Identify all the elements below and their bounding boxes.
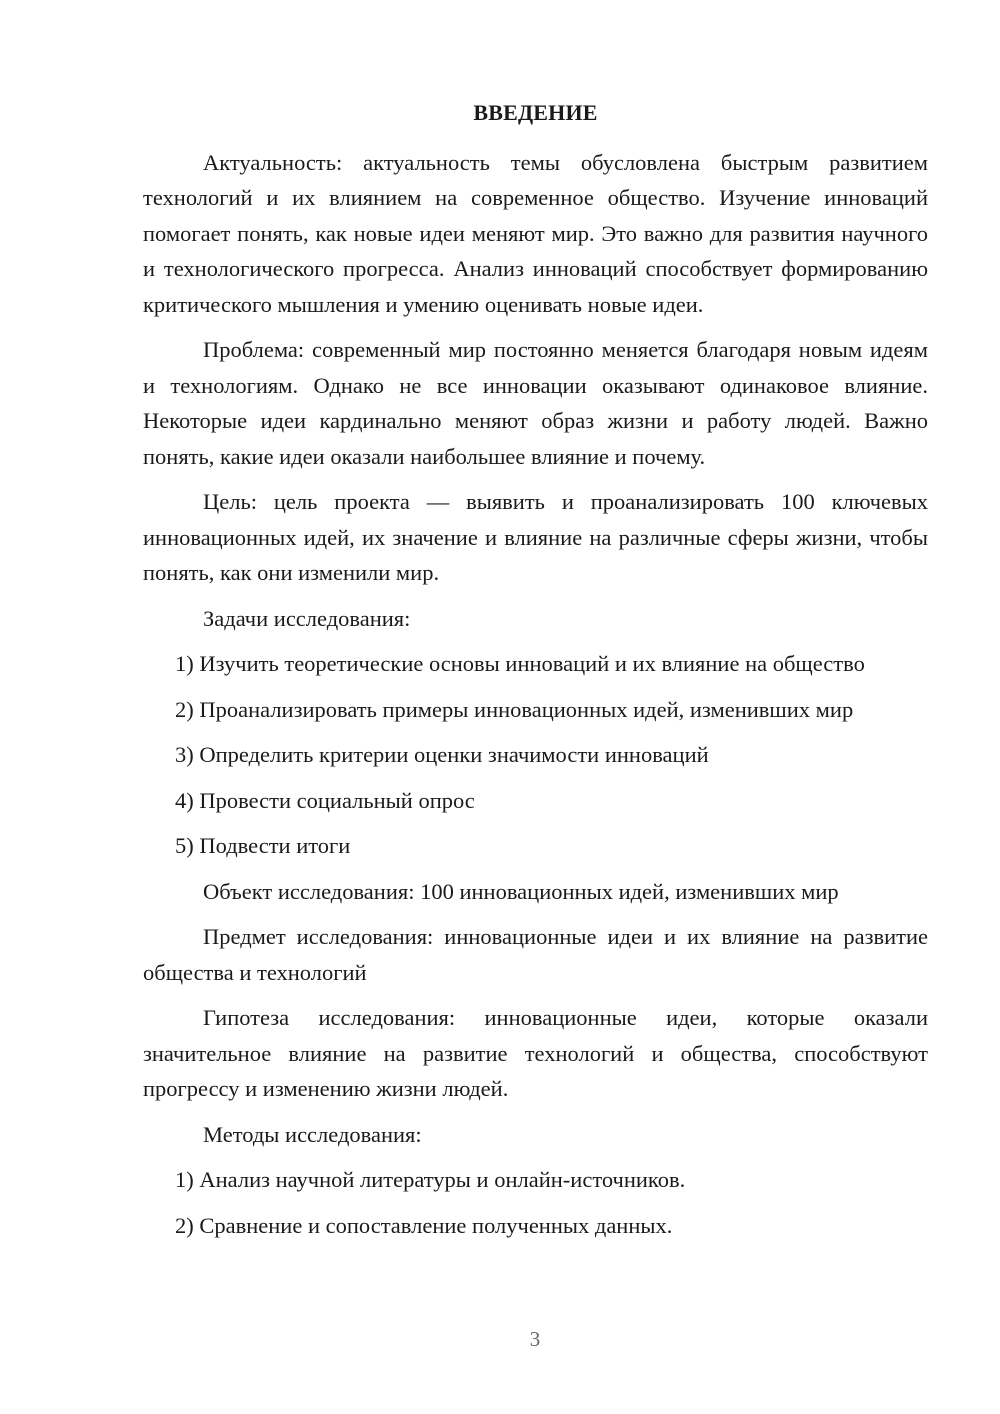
task-item: 5) Подвести итоги bbox=[175, 833, 351, 858]
hypothesis-paragraph: Гипотеза исследования: инновационные идеи, которые оказали значительное влияние на развитие технологий и общества, способствуют прогрессу и изменению жизни людей. bbox=[143, 1005, 928, 1101]
page-heading: ВВЕДЕНИЕ bbox=[473, 100, 598, 125]
task-item: 2) Проанализировать примеры инновационных идей, изменивших мир bbox=[175, 696, 854, 722]
relevance-paragraph: Актуальность: актуальность темы обусловлена быстрым развитием технологий и их влиянием на современное общество. Изучение инноваций помогает понять, как новые идеи меняют мир. Это важно для развития научного и технологического прогресса. Анализ инноваций способствует формированию критического мышления и умению оценивать новые идеи. bbox=[143, 149, 928, 317]
method-item: 2) Сравнение и сопоставление полученных данных. bbox=[175, 1212, 673, 1238]
methods-title: Методы исследования: bbox=[203, 1121, 422, 1147]
object-paragraph: Объект исследования: 100 инновационных идей, изменивших мир bbox=[203, 878, 839, 904]
page-content bbox=[143, 95, 928, 1253]
subject-paragraph: Предмет исследования: инновационные идеи и их влияние на развитие общества и технологий bbox=[143, 924, 928, 985]
goal-paragraph: Цель: цель проекта — выявить и проанализировать 100 ключевых инновационных идей, их значение и влияние на различные сферы жизни, чтобы понять, как они изменили мир. bbox=[143, 489, 928, 585]
task-item: 3) Определить критерии оценки значимости инноваций bbox=[175, 742, 709, 767]
task-item: 1) Изучить теоретические основы инноваций и их влияние на общество bbox=[175, 651, 865, 676]
page-number: 3 bbox=[529, 1327, 541, 1351]
tasks-title: Задачи исследования: bbox=[203, 605, 411, 631]
problem-paragraph: Проблема: современный мир постоянно меняется благодаря новым идеям и технологиям. Однако не все инновации оказывают одинаковое влияние. Некоторые идеи кардинально меняют образ жизни и работу людей. Важно понять, какие идеи оказали наибольшее влияние и почему. bbox=[143, 337, 928, 469]
method-item: 1) Анализ научной литературы и онлайн-источников. bbox=[175, 1167, 686, 1192]
task-item: 4) Провести социальный опрос bbox=[175, 787, 475, 813]
